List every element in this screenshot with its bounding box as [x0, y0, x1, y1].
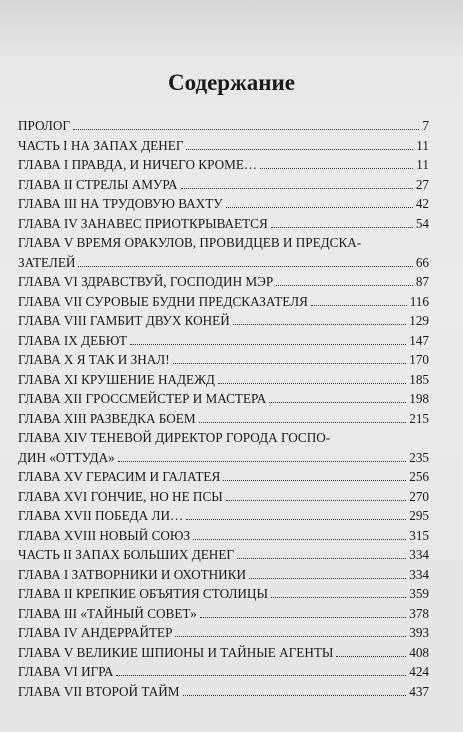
toc-dot-leader [271, 596, 406, 598]
toc-entry-title-line: ГЛАВА V ВРЕМЯ ОРАКУЛОВ, ПРОВИДЦЕВ И ПРЕДСКА- [18, 235, 362, 250]
toc-page-number: 315 [409, 527, 429, 543]
toc-entry-title: ГЛАВА XIII РАЗВЕДКА БОЕМ [18, 410, 196, 426]
toc-dot-leader [173, 362, 407, 364]
toc-entry-title: ГЛАВА IV АНДЕРРАЙТЕР [18, 625, 173, 640]
toc-entry-title: ГЛАВА VII СУРОВЫЕ БУДНИ ПРЕДСКАЗАТЕЛЯ [18, 293, 308, 309]
toc-entry [18, 545, 429, 565]
toc-dot-leader [276, 284, 413, 286]
toc-dot-leader [223, 479, 406, 481]
toc-entry-title: ГЛАВА XII ГРОССМЕЙСТЕР И МАСТЕРА [18, 391, 267, 406]
toc-page-number: 185 [409, 371, 429, 387]
toc-page-number: 198 [409, 391, 429, 406]
toc-entry [18, 467, 429, 487]
toc-dot-leader [271, 226, 413, 228]
toc-dot-leader [118, 460, 407, 462]
toc-dot-leader [311, 304, 407, 306]
toc-page-number: 215 [409, 410, 429, 426]
toc-entry-title: ГЛАВА III «ТАЙНЫЙ СОВЕТ» [18, 605, 197, 621]
toc-dot-leader [193, 538, 406, 540]
toc-entry-title: ГЛАВА XVI ГОНЧИЕ, НО НЕ ПСЫ [18, 488, 223, 504]
page-title: Содержание [168, 70, 295, 95]
toc-page-number: 424 [409, 664, 429, 679]
toc-page-number: 334 [409, 566, 429, 582]
toc-dot-leader [130, 343, 406, 345]
toc-entry [18, 311, 429, 331]
toc-dot-leader [226, 206, 413, 208]
toc-page-number: 170 [409, 352, 429, 367]
toc-entry-title: ГЛАВА X Я ТАК И ЗНАЛ! [18, 352, 170, 367]
toc-entry [18, 272, 429, 292]
toc-page-number: 11 [416, 157, 429, 172]
toc-entry [18, 194, 429, 214]
toc-entry [18, 623, 429, 643]
toc-page-number: 87 [415, 274, 429, 289]
toc-entry [18, 487, 429, 507]
toc-entry [18, 682, 429, 702]
table-of-contents [18, 116, 429, 701]
toc-page-number: 270 [409, 488, 429, 504]
toc-page-number: 147 [409, 332, 429, 348]
toc-dot-leader [199, 421, 407, 423]
toc-dot-leader [186, 518, 406, 520]
toc-entry-title: ГЛАВА V ВЕЛИКИЕ ШПИОНЫ И ТАЙНЫЕ АГЕНТЫ [18, 644, 334, 660]
toc-entry-title: ЧАСТЬ I НА ЗАПАХ ДЕНЕГ [18, 137, 184, 153]
toc-entry [18, 253, 429, 273]
toc-page-number: 408 [409, 644, 429, 660]
toc-entry-title: ГЛАВА XVIII НОВЫЙ СОЮЗ [18, 527, 191, 543]
toc-entry-title: ГЛАВА VIII ГАМБИТ ДВУХ КОНЕЙ [18, 313, 230, 328]
toc-dot-leader [233, 323, 406, 325]
toc-dot-leader [186, 148, 413, 150]
toc-entry [18, 292, 429, 312]
toc-entry [18, 389, 429, 409]
toc-entry-title: ГЛАВА XI КРУШЕНИЕ НАДЕЖД [18, 371, 215, 387]
toc-entry [18, 604, 429, 624]
toc-page-number: 66 [415, 254, 429, 270]
toc-entry-title: ГЛАВА I ПРАВДА, И НИЧЕГО КРОМЕ… [18, 157, 258, 172]
toc-entry-title: ГЛАВА II КРЕПКИЕ ОБЪЯТИЯ СТОЛИЦЫ [18, 586, 268, 601]
toc-entry-title: ГЛАВА VI ИГРА [18, 664, 114, 679]
toc-page-number: 27 [415, 176, 429, 192]
toc-entry-title: ЧАСТЬ II ЗАПАХ БОЛЬШИХ ДЕНЕГ [18, 547, 235, 562]
toc-dot-leader [181, 187, 413, 189]
toc-entry [18, 370, 429, 390]
toc-dot-leader [336, 655, 406, 657]
toc-dot-leader [175, 635, 406, 637]
toc-dot-leader [260, 167, 413, 169]
toc-entry [18, 526, 429, 546]
toc-entry [18, 506, 429, 526]
toc-entry-title: ЗАТЕЛЕЙ [18, 254, 76, 270]
toc-page-number: 334 [409, 547, 429, 562]
toc-page-number: 378 [409, 605, 429, 621]
toc-page-number: 437 [409, 683, 429, 699]
toc-dot-leader [249, 577, 406, 579]
toc-entry-title: ДИН «ОТТУДА» [18, 449, 115, 465]
toc-dot-leader [269, 401, 406, 403]
toc-entry [18, 565, 429, 585]
toc-dot-leader [73, 128, 419, 130]
toc-page-number: 116 [409, 293, 429, 309]
toc-entry-title: ГЛАВА I ЗАТВОРНИКИ И ОХОТНИКИ [18, 566, 247, 582]
toc-dot-leader [226, 499, 406, 501]
toc-page-number: 129 [409, 313, 429, 328]
toc-page-number: 7 [422, 118, 429, 133]
toc-entry [18, 214, 429, 234]
toc-entry [18, 136, 429, 156]
toc-dot-leader [237, 557, 406, 559]
toc-dot-leader [218, 382, 406, 384]
toc-dot-leader [116, 674, 406, 676]
toc-page-number: 235 [409, 449, 429, 465]
toc-entry-title: ГЛАВА II СТРЕЛЫ АМУРА [18, 176, 178, 192]
toc-entry-title: ГЛАВА XV ГЕРАСИМ И ГАЛАТЕЯ [18, 469, 221, 484]
toc-page-number: 393 [409, 625, 429, 640]
toc-page-number: 11 [416, 137, 429, 153]
toc-page-number: 42 [415, 196, 429, 211]
toc-entry [18, 155, 429, 175]
toc-entry [18, 662, 429, 682]
toc-dot-leader [78, 265, 412, 267]
toc-entry-title: ГЛАВА VII ВТОРОЙ ТАЙМ [18, 683, 180, 699]
toc-page-number: 54 [415, 215, 429, 231]
toc-entry [18, 175, 429, 195]
toc-entry-title: ГЛАВА III НА ТРУДОВУЮ ВАХТУ [18, 196, 223, 211]
toc-entry [18, 409, 429, 429]
toc-entry-title: ГЛАВА IV ЗАНАВЕС ПРИОТКРЫВАЕТСЯ [18, 215, 268, 231]
toc-dot-leader [200, 616, 407, 618]
toc-entry [18, 448, 429, 468]
toc-page-number: 295 [409, 508, 429, 523]
toc-entry [18, 331, 429, 351]
toc-dot-leader [183, 694, 407, 696]
toc-page-number: 359 [409, 586, 429, 601]
toc-page-number: 256 [409, 469, 429, 484]
toc-entry-title-line: ГЛАВА XIV ТЕНЕВОЙ ДИРЕКТОР ГОРОДА ГОСПО- [18, 430, 331, 445]
toc-entry-title: ГЛАВА XVII ПОБЕДА ЛИ… [18, 508, 184, 523]
toc-entry [18, 643, 429, 663]
toc-entry-title: ГЛАВА IX ДЕБЮТ [18, 332, 128, 348]
toc-entry-title: ПРОЛОГ [18, 118, 70, 133]
toc-entry-title: ГЛАВА VI ЗДРАВСТВУЙ, ГОСПОДИН МЭР [18, 274, 274, 289]
toc-entry [18, 350, 429, 370]
toc-entry [18, 584, 429, 604]
toc-entry [18, 116, 429, 136]
